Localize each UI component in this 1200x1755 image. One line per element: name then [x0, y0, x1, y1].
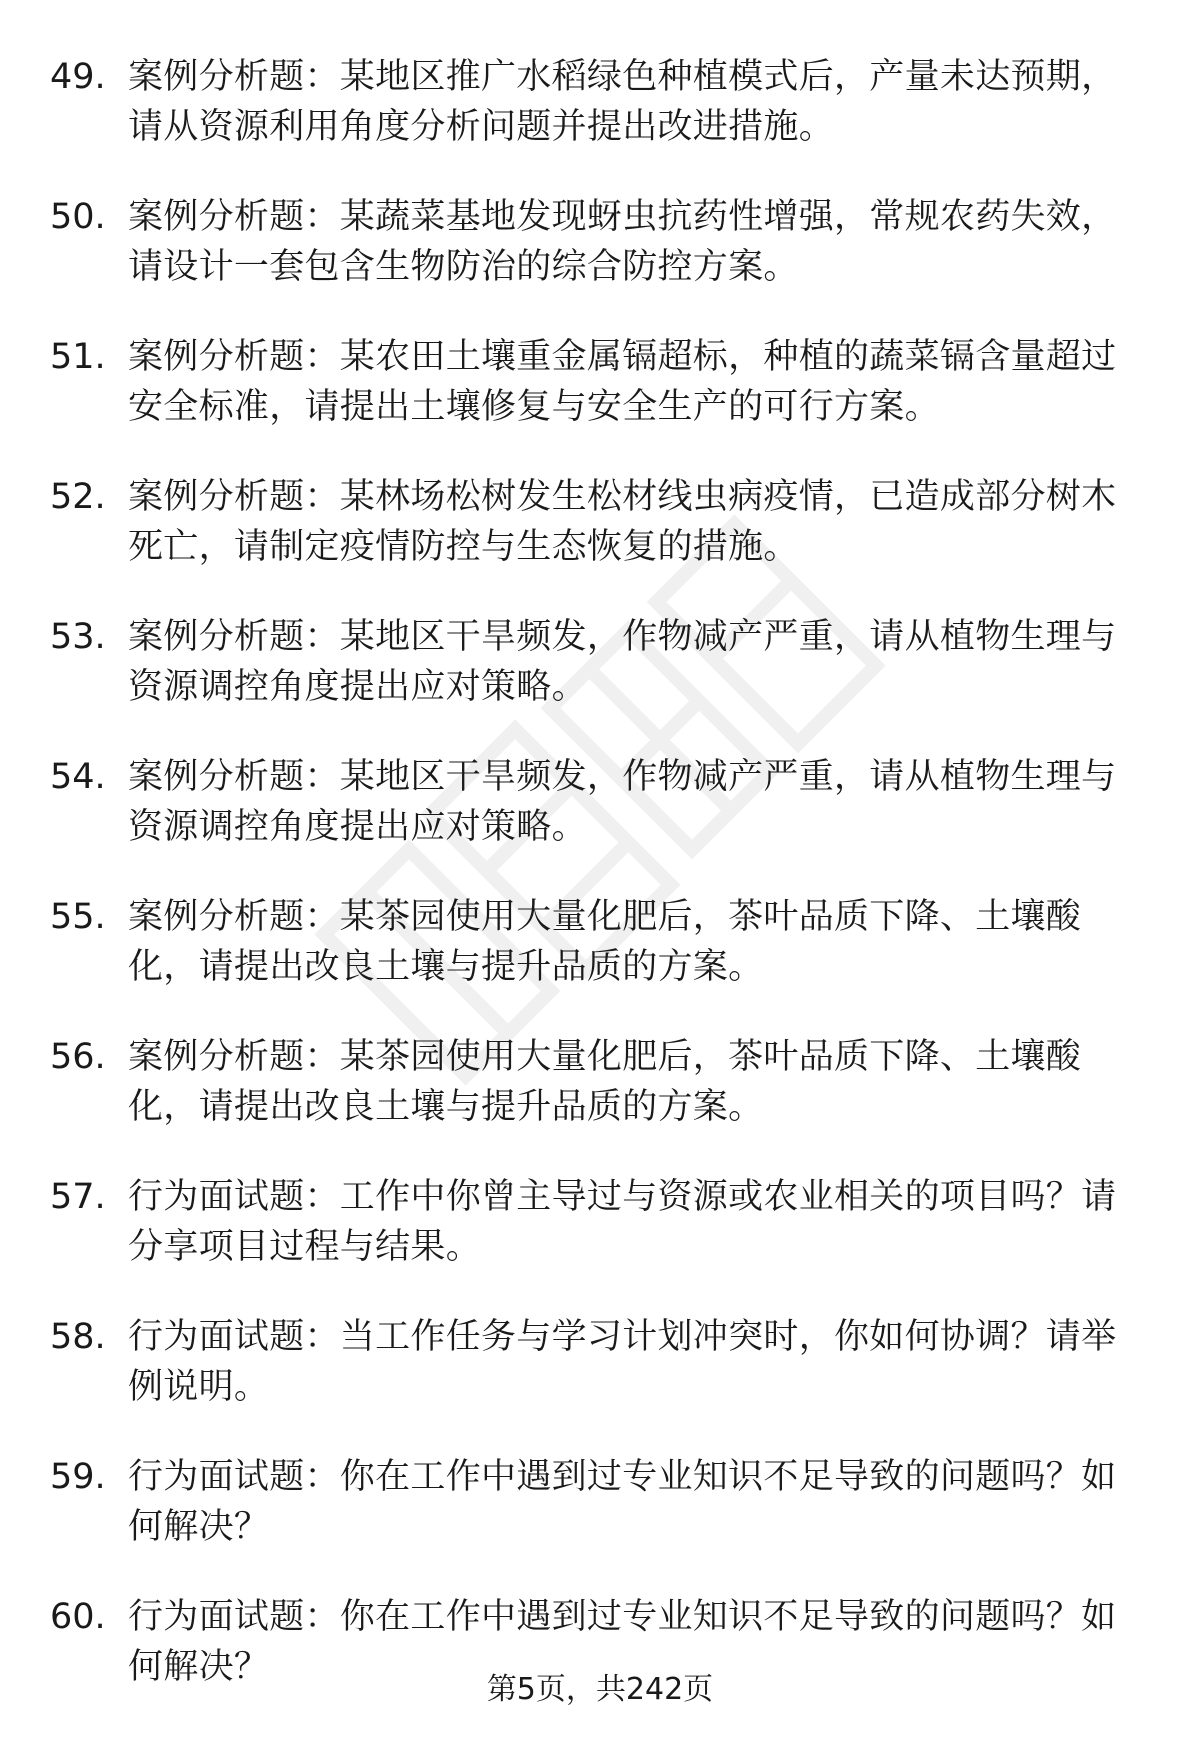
question-item	[0, 1032, 1200, 1172]
page-footer: 第5页，共242页	[486, 1672, 714, 1707]
question-list	[0, 52, 1200, 1732]
question-item	[0, 752, 1200, 892]
question-item	[0, 332, 1200, 472]
question-item	[0, 192, 1200, 332]
question-text: 案例分析题：某蔬菜基地发现蚜虫抗药性增强，常规农药失效，请设计一套包含生物防治的综合防控方案。	[128, 197, 1117, 287]
question-text: 案例分析题：某林场松树发生松材线虫病疫情，已造成部分树木死亡，请制定疫情防控与生态恢复的措施。	[128, 477, 1117, 567]
question-item	[0, 612, 1200, 752]
question-text: 案例分析题：某地区干旱频发，作物减产严重，请从植物生理与资源调控角度提出应对策略。	[128, 617, 1117, 707]
question-number: 51.	[50, 337, 106, 377]
question-item	[0, 472, 1200, 612]
question-number: 54.	[50, 757, 106, 797]
question-item	[0, 1452, 1200, 1592]
question-number: 52.	[50, 477, 106, 517]
question-number: 57.	[50, 1177, 106, 1217]
question-text: 案例分析题：某地区推广水稻绿色种植模式后，产量未达预期，请从资源利用角度分析问题并提出改进措施。	[128, 57, 1117, 147]
question-item	[0, 1592, 1200, 1732]
question-number: 49.	[50, 57, 106, 97]
question-text: 案例分析题：某茶园使用大量化肥后，茶叶品质下降、土壤酸化，请提出改良土壤与提升品质的方案。	[128, 1037, 1082, 1127]
question-number: 59.	[50, 1457, 106, 1497]
question-number: 55.	[50, 897, 106, 937]
question-item	[0, 1172, 1200, 1312]
question-item	[0, 892, 1200, 1032]
question-item	[0, 52, 1200, 192]
question-text: 行为面试题：你在工作中遇到过专业知识不足导致的问题吗？如何解决？	[128, 1457, 1117, 1547]
question-text: 案例分析题：某农田土壤重金属镉超标，种植的蔬菜镉含量超过安全标准，请提出土壤修复与安全生产的可行方案。	[128, 337, 1117, 427]
question-text: 案例分析题：某茶园使用大量化肥后，茶叶品质下降、土壤酸化，请提出改良土壤与提升品质的方案。	[128, 897, 1082, 987]
question-number: 50.	[50, 197, 106, 237]
question-text: 行为面试题：当工作任务与学习计划冲突时，你如何协调？请举例说明。	[128, 1317, 1117, 1407]
question-text: 案例分析题：某地区干旱频发，作物减产严重，请从植物生理与资源调控角度提出应对策略。	[128, 757, 1117, 847]
question-number: 53.	[50, 617, 106, 657]
question-text: 行为面试题：工作中你曾主导过与资源或农业相关的项目吗？请分享项目过程与结果。	[128, 1177, 1117, 1267]
question-item	[0, 1312, 1200, 1452]
question-number: 56.	[50, 1037, 106, 1077]
question-text: 行为面试题：你在工作中遇到过专业知识不足导致的问题吗？如何解决？	[128, 1597, 1117, 1687]
question-number: 60.	[50, 1597, 106, 1637]
question-number: 58.	[50, 1317, 106, 1357]
